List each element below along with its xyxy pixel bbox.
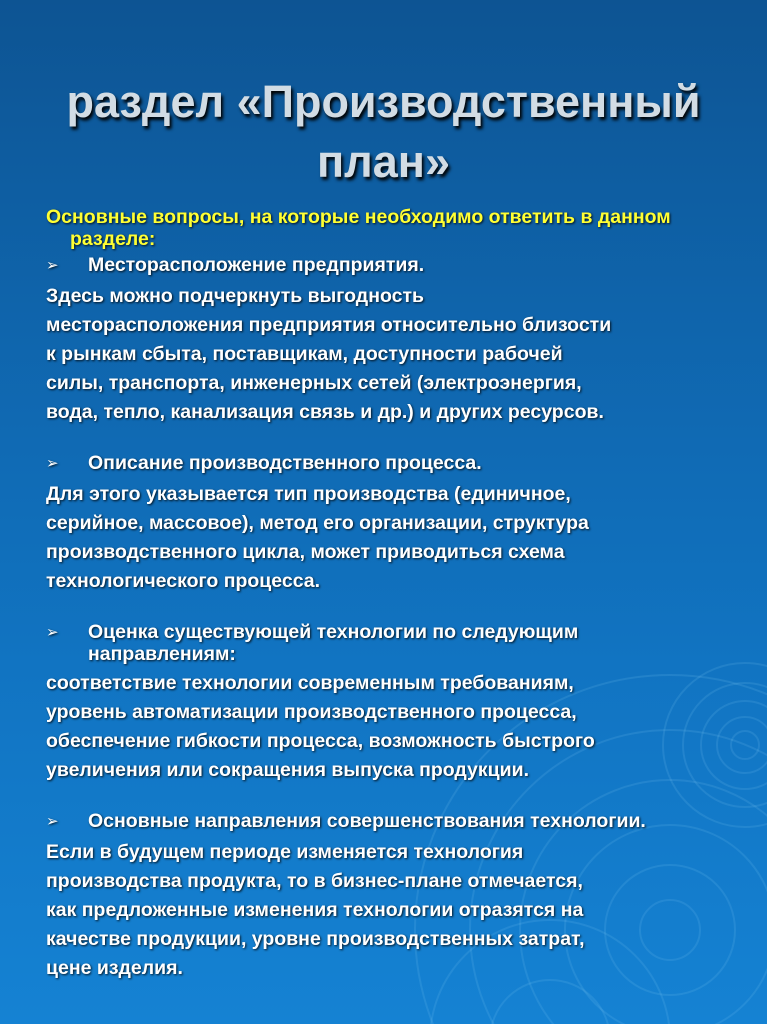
body-line: качестве продукции, уровне производственных затрат,	[46, 928, 585, 950]
section-heading: Месторасположение предприятия.	[88, 254, 425, 276]
bullet-item	[46, 254, 726, 278]
arrow-bullet-icon: ➢	[46, 813, 59, 830]
arrow-bullet-icon: ➢	[46, 624, 59, 641]
body-line: уровень автоматизации производственного процесса,	[46, 701, 577, 723]
body-line: обеспечение гибкости процесса, возможность быстрого	[46, 730, 595, 752]
body-line: силы, транспорта, инженерных сетей (электроэнергия,	[46, 372, 582, 394]
section-heading: Основные направления совершенствования технологии.	[88, 810, 646, 832]
section-technology-assessment	[46, 621, 726, 785]
section-heading: Оценка существующей технологии по следующим направлениям:	[88, 621, 579, 665]
body-line: производственного цикла, может приводиться схема	[46, 541, 565, 563]
body-line: Здесь можно подчеркнуть выгодность	[46, 285, 425, 307]
body-line: Если в будущем периоде изменяется технология	[46, 841, 524, 863]
slide-title	[0, 72, 767, 192]
arrow-bullet-icon: ➢	[46, 257, 59, 274]
body-line: Для этого указывается тип производства (единичное,	[46, 483, 571, 505]
section-heading: Описание производственного процесса.	[88, 452, 482, 474]
bullet-item	[46, 810, 726, 834]
body-line: цене изделия.	[46, 957, 183, 979]
body-line: увеличения или сокращения выпуска продукции.	[46, 759, 530, 781]
body-line: технологического процесса.	[46, 570, 321, 592]
title-line-1: раздел «Производственный	[66, 76, 701, 127]
slide-content	[46, 206, 726, 983]
body-line: соответствие технологии современным требованиям,	[46, 672, 574, 694]
intro-text: Основные вопросы, на которые необходимо ответить в данном разделе:	[46, 206, 671, 250]
section-location	[46, 254, 726, 427]
section-process	[46, 452, 726, 596]
bullet-item	[46, 621, 726, 665]
body-line: серийное, массовое), метод его организации, структура	[46, 512, 589, 534]
body-line: вода, тепло, канализация связь и др.) и других ресурсов.	[46, 401, 604, 423]
title-line-2: план»	[316, 136, 450, 187]
body-line: как предложенные изменения технологии отразятся на	[46, 899, 584, 921]
section-technology-improvement	[46, 810, 726, 983]
body-line: к рынкам сбыта, поставщикам, доступности рабочей	[46, 343, 563, 365]
body-line: месторасположения предприятия относительно близости	[46, 314, 612, 336]
body-line: производства продукта, то в бизнес-плане отмечается,	[46, 870, 583, 892]
arrow-bullet-icon: ➢	[46, 455, 59, 472]
bullet-item	[46, 452, 726, 476]
